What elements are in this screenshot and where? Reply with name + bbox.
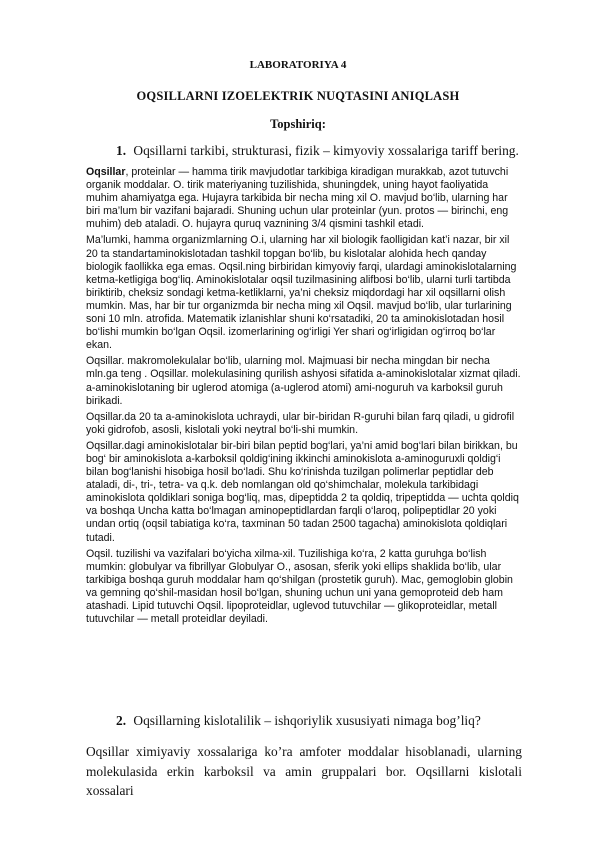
question-2-text: Oqsillarning kislotalilik – ishqoriylik xususiyati nimaga bog’liq? [133,713,481,728]
answer-1-body [86,166,522,629]
task-heading: Topshiriq: [270,117,326,131]
paragraph-1 [86,166,522,231]
question-2 [116,713,556,729]
paragraph-2: Ma’lumki, hamma organizmlarning O.i, ularning har xil biologik faolligidan kat’i nazar, bir xil 20 ta standartaminokislotadan tashkil topgan bo‘lib, bu kislotalar alohida hech qanday biologik faollikka ega emas. Oqsil.ning birbiridan kimyoviy farqi, ulardagi aminokislotalarning ketma-ketligiga bog‘liq. Aminokislotalar oqsil tuzilmasining alifbosi bo‘lib, ularni turli tartibda biriktirib, cheksiz sondagi ketma-ketliklarni, ya’ni cheksiz miqdordagi har xil oqsillarni olish mumkin. Mas, har bir tur organizmda bir necha ming xil Oqsil. mavjud bo‘lib, ular turlarining soni 10 mln. atrofida. Matematik izlanishlar shuni ko‘rsatadiki, 20 ta aminokislotadan hosil bo‘lishi mumkin bo‘lgan Oqsil. izomerlarining og‘irligi Yer shari og‘irligidan og‘irroq bo‘lar ekan. [86,234,517,352]
paragraph-5: Oqsillar.dagi aminokislotalar bir-biri bilan peptid bog‘lari, ya’ni amid bog‘lari bilan birikkan, bu bog‘ bir aminokislota a-karboksil qoldig‘ining ikkinchi aminokislota a-aminoguruxli qoldig‘i bilan bog‘lanishi hisobiga hosil bo‘ladi. Shu ko‘rinishda tuzilgan polimerlar peptidlar deb ataladi, di-, tri-, tetra- va q.k. deb nomlangan old qo‘shimchalar, molekula tarkibidagi aminokislota qoldiklari soniga bog‘liq, mas, dipeptidda 2 ta qoldiq, tripeptidda — uchta qoldiq va boshqa Uncha katta bo‘lmagan aminopeptidlardan farqli o‘laroq, polipeptidlar 20 yoki undan ortiq (oqsil tabiatiga ko‘ra, taxminan 50 tadan 2500 tagacha) aminokislota qoldiqlari tutadi. [86,439,519,544]
paragraph-1-text: , proteinlar — hamma tirik mavjudotlar tarkibiga kiradigan murakkab, azot tutuvchi organik moddalar. O. tirik materiyaning tuzilishida, shuningdek, uning hayot faoliyatida muhim ahamiyatga ega. Hujayra tarkibida bir necha ming xil O. mavjud bo‘lib, ularning har biri ma’lum bir vazifani bajaradi. Shuning uchun ular proteinlar (yun. protos — birinchi, eng muhim) deb ataladi. O. hujayra quruq vaznining 3/4 qismini tashkil etadi. [86,166,509,231]
paragraph-3: Oqsillar. makromolekulalar bo‘lib, ularning mol. Majmuasi bir necha mingdan bir necha mln.ga teng . Oqsillar. molekulasining qurilish ashyosi sifatida a-aminokislotalar xizmat qiladi. a-aminokislotaning bir uglerod atomiga (a-uglerod atomi) ami-noguruh va karboksil guruh birikadi. [86,355,521,407]
question-1-text: Oqsillarni tarkibi, strukturasi, fizik – kimyoviy xossalariga tariff bering. [133,143,519,158]
question-1 [116,143,556,159]
document-title: OQSILLARNI IZOELEKTRIK NUQTASINI ANIQLASH [136,89,460,103]
paragraph-1-lead: Oqsillar [86,166,126,178]
lab-label: LABORATORIYA 4 [249,59,347,71]
question-1-number: 1. [116,143,127,158]
paragraph-4: Oqsillar.da 20 ta a-aminokislota uchraydi, ular bir-biridan R-guruhi bilan farq qiladi, u gidrofil yoki gidrofob, asosli, kislotali yoki neytral bo‘li-shi mumkin. [86,410,515,436]
paragraph-6: Oqsil. tuzilishi va vazifalari bo‘yicha xilma-xil. Tuzilishiga ko‘ra, 2 katta guruhga bo‘lish mumkin: globulyar va fibrillyar Globulyar O., asosan, sferik yoki ellips shaklida bo‘lib, ular tarkibiga boshqa guruh moddalar ham qo‘shilgan (prostetik guruh). Mac, gemoglobin globin va gemning qo‘shil-masidan hosil bo‘lgan, shuning uchun uni yana gemoproteid deb ham atashadi. Lipid tutuvchi Oqsil. lipoproteidlar, uglevod tutuvchilar — glikoproteidlar, metall tutuvchilar — metall proteidlar deyiladi. [86,547,513,626]
answer-2-paragraph: Oqsillar ximiyaviy xossalariga ko’ra amfoter moddalar hisoblanadi, ularning molekulasida erkin karboksil va amin gruppalari bor. Oqsillarni kislotali xossalari [86,744,522,798]
question-2-number: 2. [116,713,127,728]
